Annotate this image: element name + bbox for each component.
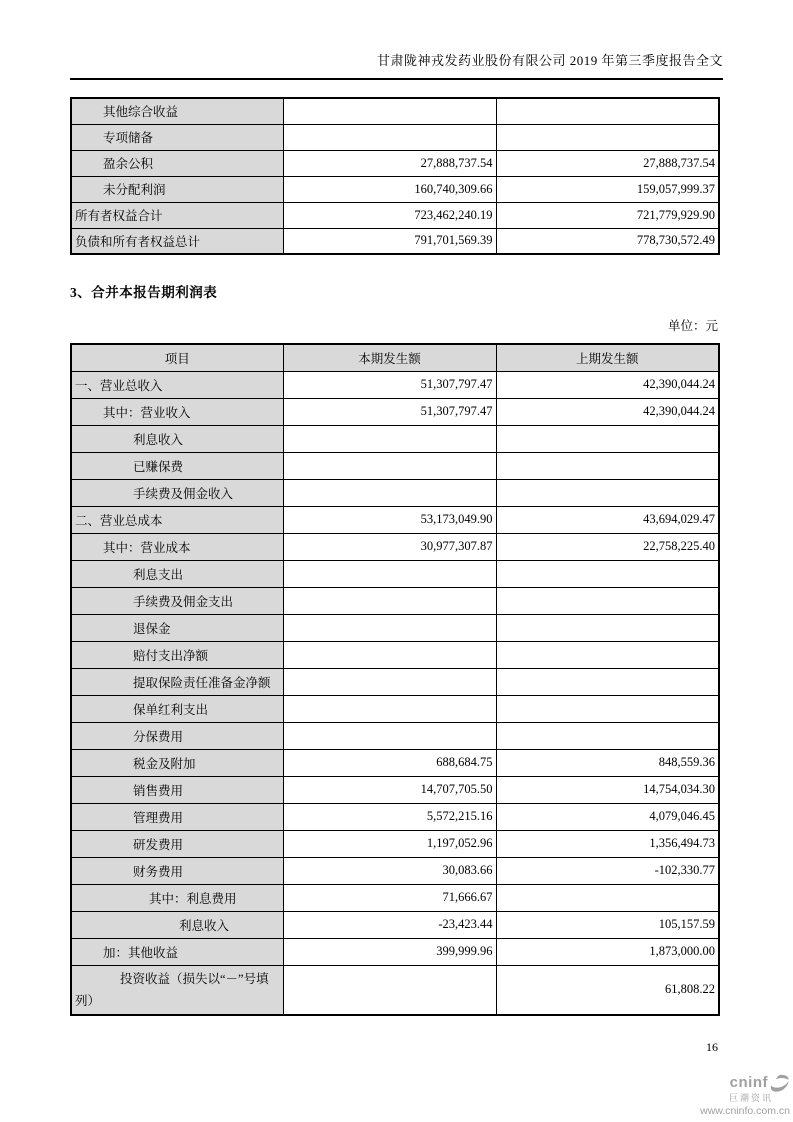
- prior-period-value: 43,694,029.47: [496, 506, 719, 533]
- current-period-value: 791,701,569.39: [283, 228, 496, 254]
- current-period-value: 5,572,215.16: [283, 803, 496, 830]
- prior-period-value: 105,157.59: [496, 911, 719, 938]
- prior-period-value: [496, 425, 719, 452]
- prior-period-value: 1,873,000.00: [496, 938, 719, 965]
- table-row: [71, 911, 719, 938]
- prior-period-value: 61,808.22: [496, 965, 719, 1015]
- prior-period-value: 22,758,225.40: [496, 533, 719, 560]
- row-label: 专项储备: [71, 124, 283, 150]
- row-label: 赔付支出净额: [71, 641, 283, 668]
- row-label: 其中：营业成本: [71, 533, 283, 560]
- row-label: 盈余公积: [71, 150, 283, 176]
- prior-period-value: 14,754,034.30: [496, 776, 719, 803]
- current-period-value: 14,707,705.50: [283, 776, 496, 803]
- current-period-value: [283, 452, 496, 479]
- current-period-value: [283, 668, 496, 695]
- prior-period-value: [496, 884, 719, 911]
- table-row: [71, 425, 719, 452]
- document-header-title: 甘肃陇神戎发药业股份有限公司 2019 年第三季度报告全文: [70, 50, 723, 80]
- current-period-value: 71,666.67: [283, 884, 496, 911]
- equity-continuation-table: [70, 97, 720, 255]
- section-title-income-statement: 3、合并本报告期利润表: [70, 285, 218, 300]
- current-period-value: [283, 479, 496, 506]
- table-row: [71, 830, 719, 857]
- current-period-value: 723,462,240.19: [283, 202, 496, 228]
- row-label: 加：其他收益: [71, 938, 283, 965]
- current-period-value: 688,684.75: [283, 749, 496, 776]
- current-period-value: 30,977,307.87: [283, 533, 496, 560]
- prior-period-value: 159,057,999.37: [496, 176, 719, 202]
- row-label: 二、营业总成本: [71, 506, 283, 533]
- current-period-value: -23,423.44: [283, 911, 496, 938]
- row-label: 其他综合收益: [71, 98, 283, 124]
- table-row: [71, 506, 719, 533]
- prior-period-value: [496, 124, 719, 150]
- current-period-value: [283, 587, 496, 614]
- column-header-current-period: 本期发生额: [283, 344, 496, 371]
- row-label: 利息支出: [71, 560, 283, 587]
- table-row: [71, 533, 719, 560]
- table-row: [71, 641, 719, 668]
- prior-period-value: 778,730,572.49: [496, 228, 719, 254]
- row-label: 研发费用: [71, 830, 283, 857]
- row-label: 所有者权益合计: [71, 202, 283, 228]
- table-row: [71, 668, 719, 695]
- unit-label: 单位：元: [667, 319, 718, 333]
- table-row: [71, 938, 719, 965]
- table-row: [71, 150, 719, 176]
- column-header-prior-period: 上期发生额: [496, 344, 719, 371]
- table-row: [71, 965, 719, 1015]
- row-label: 管理费用: [71, 803, 283, 830]
- row-label: 保单红利支出: [71, 695, 283, 722]
- prior-period-value: 1,356,494.73: [496, 830, 719, 857]
- income-statement-table: [70, 343, 720, 1016]
- row-label: 销售费用: [71, 776, 283, 803]
- current-period-value: [283, 722, 496, 749]
- table-row: [71, 614, 719, 641]
- current-period-value: 1,197,052.96: [283, 830, 496, 857]
- table-row: [71, 884, 719, 911]
- current-period-value: 30,083.66: [283, 857, 496, 884]
- row-label: 提取保险责任准备金净额: [71, 668, 283, 695]
- row-label: 手续费及佣金收入: [71, 479, 283, 506]
- table-row: [71, 371, 719, 398]
- table-row: [71, 202, 719, 228]
- table-row: [71, 124, 719, 150]
- table-row: [71, 398, 719, 425]
- row-label: 一、营业总收入: [71, 371, 283, 398]
- prior-period-value: 4,079,046.45: [496, 803, 719, 830]
- current-period-value: [283, 965, 496, 1015]
- table-row: [71, 749, 719, 776]
- row-label: 其中：营业收入: [71, 398, 283, 425]
- row-label: 负债和所有者权益总计: [71, 228, 283, 254]
- current-period-value: 399,999.96: [283, 938, 496, 965]
- cninfo-logo-url: www.cninfo.com.cn: [700, 1104, 790, 1117]
- prior-period-value: [496, 98, 719, 124]
- prior-period-value: -102,330.77: [496, 857, 719, 884]
- column-header-item: 项目: [71, 344, 283, 371]
- row-label: 财务费用: [71, 857, 283, 884]
- page-number: 16: [706, 1040, 718, 1054]
- table-row: [71, 722, 719, 749]
- current-period-value: [283, 98, 496, 124]
- cninfo-swoosh-icon: [769, 1074, 790, 1093]
- cninfo-logo-caption: 巨潮资讯: [728, 1093, 773, 1103]
- prior-period-value: [496, 560, 719, 587]
- row-label: 退保金: [71, 614, 283, 641]
- current-period-value: [283, 641, 496, 668]
- table-row: [71, 857, 719, 884]
- row-label: 已赚保费: [71, 452, 283, 479]
- prior-period-value: 848,559.36: [496, 749, 719, 776]
- current-period-value: 51,307,797.47: [283, 398, 496, 425]
- prior-period-value: 27,888,737.54: [496, 150, 719, 176]
- prior-period-value: [496, 695, 719, 722]
- prior-period-value: 721,779,929.90: [496, 202, 719, 228]
- prior-period-value: [496, 452, 719, 479]
- table-row: [71, 776, 719, 803]
- current-period-value: 53,173,049.90: [283, 506, 496, 533]
- table-row: [71, 479, 719, 506]
- current-period-value: [283, 560, 496, 587]
- row-label: 未分配利润: [71, 176, 283, 202]
- row-label: 分保费用: [71, 722, 283, 749]
- prior-period-value: [496, 668, 719, 695]
- current-period-value: 51,307,797.47: [283, 371, 496, 398]
- prior-period-value: [496, 479, 719, 506]
- table-row: [71, 587, 719, 614]
- cninfo-logo: [700, 1074, 790, 1117]
- row-label: 利息收入: [71, 425, 283, 452]
- prior-period-value: [496, 641, 719, 668]
- row-label: 税金及附加: [71, 749, 283, 776]
- current-period-value: [283, 614, 496, 641]
- table-row: [71, 452, 719, 479]
- prior-period-value: 42,390,044.24: [496, 371, 719, 398]
- row-label: 手续费及佣金支出: [71, 587, 283, 614]
- current-period-value: 160,740,309.66: [283, 176, 496, 202]
- income-table-header-row: [71, 344, 719, 371]
- row-label: 其中：利息费用: [71, 884, 283, 911]
- current-period-value: [283, 695, 496, 722]
- row-label: 投资收益（损失以“－”号填列）: [71, 965, 283, 1015]
- prior-period-value: [496, 614, 719, 641]
- table-row: [71, 98, 719, 124]
- current-period-value: 27,888,737.54: [283, 150, 496, 176]
- table-row: [71, 803, 719, 830]
- current-period-value: [283, 124, 496, 150]
- prior-period-value: [496, 587, 719, 614]
- table-row: [71, 560, 719, 587]
- prior-period-value: [496, 722, 719, 749]
- cninfo-logo-wordmark: cninf: [729, 1074, 768, 1092]
- table-row: [71, 228, 719, 254]
- prior-period-value: 42,390,044.24: [496, 398, 719, 425]
- row-label: 利息收入: [71, 911, 283, 938]
- table-row: [71, 695, 719, 722]
- table-row: [71, 176, 719, 202]
- current-period-value: [283, 425, 496, 452]
